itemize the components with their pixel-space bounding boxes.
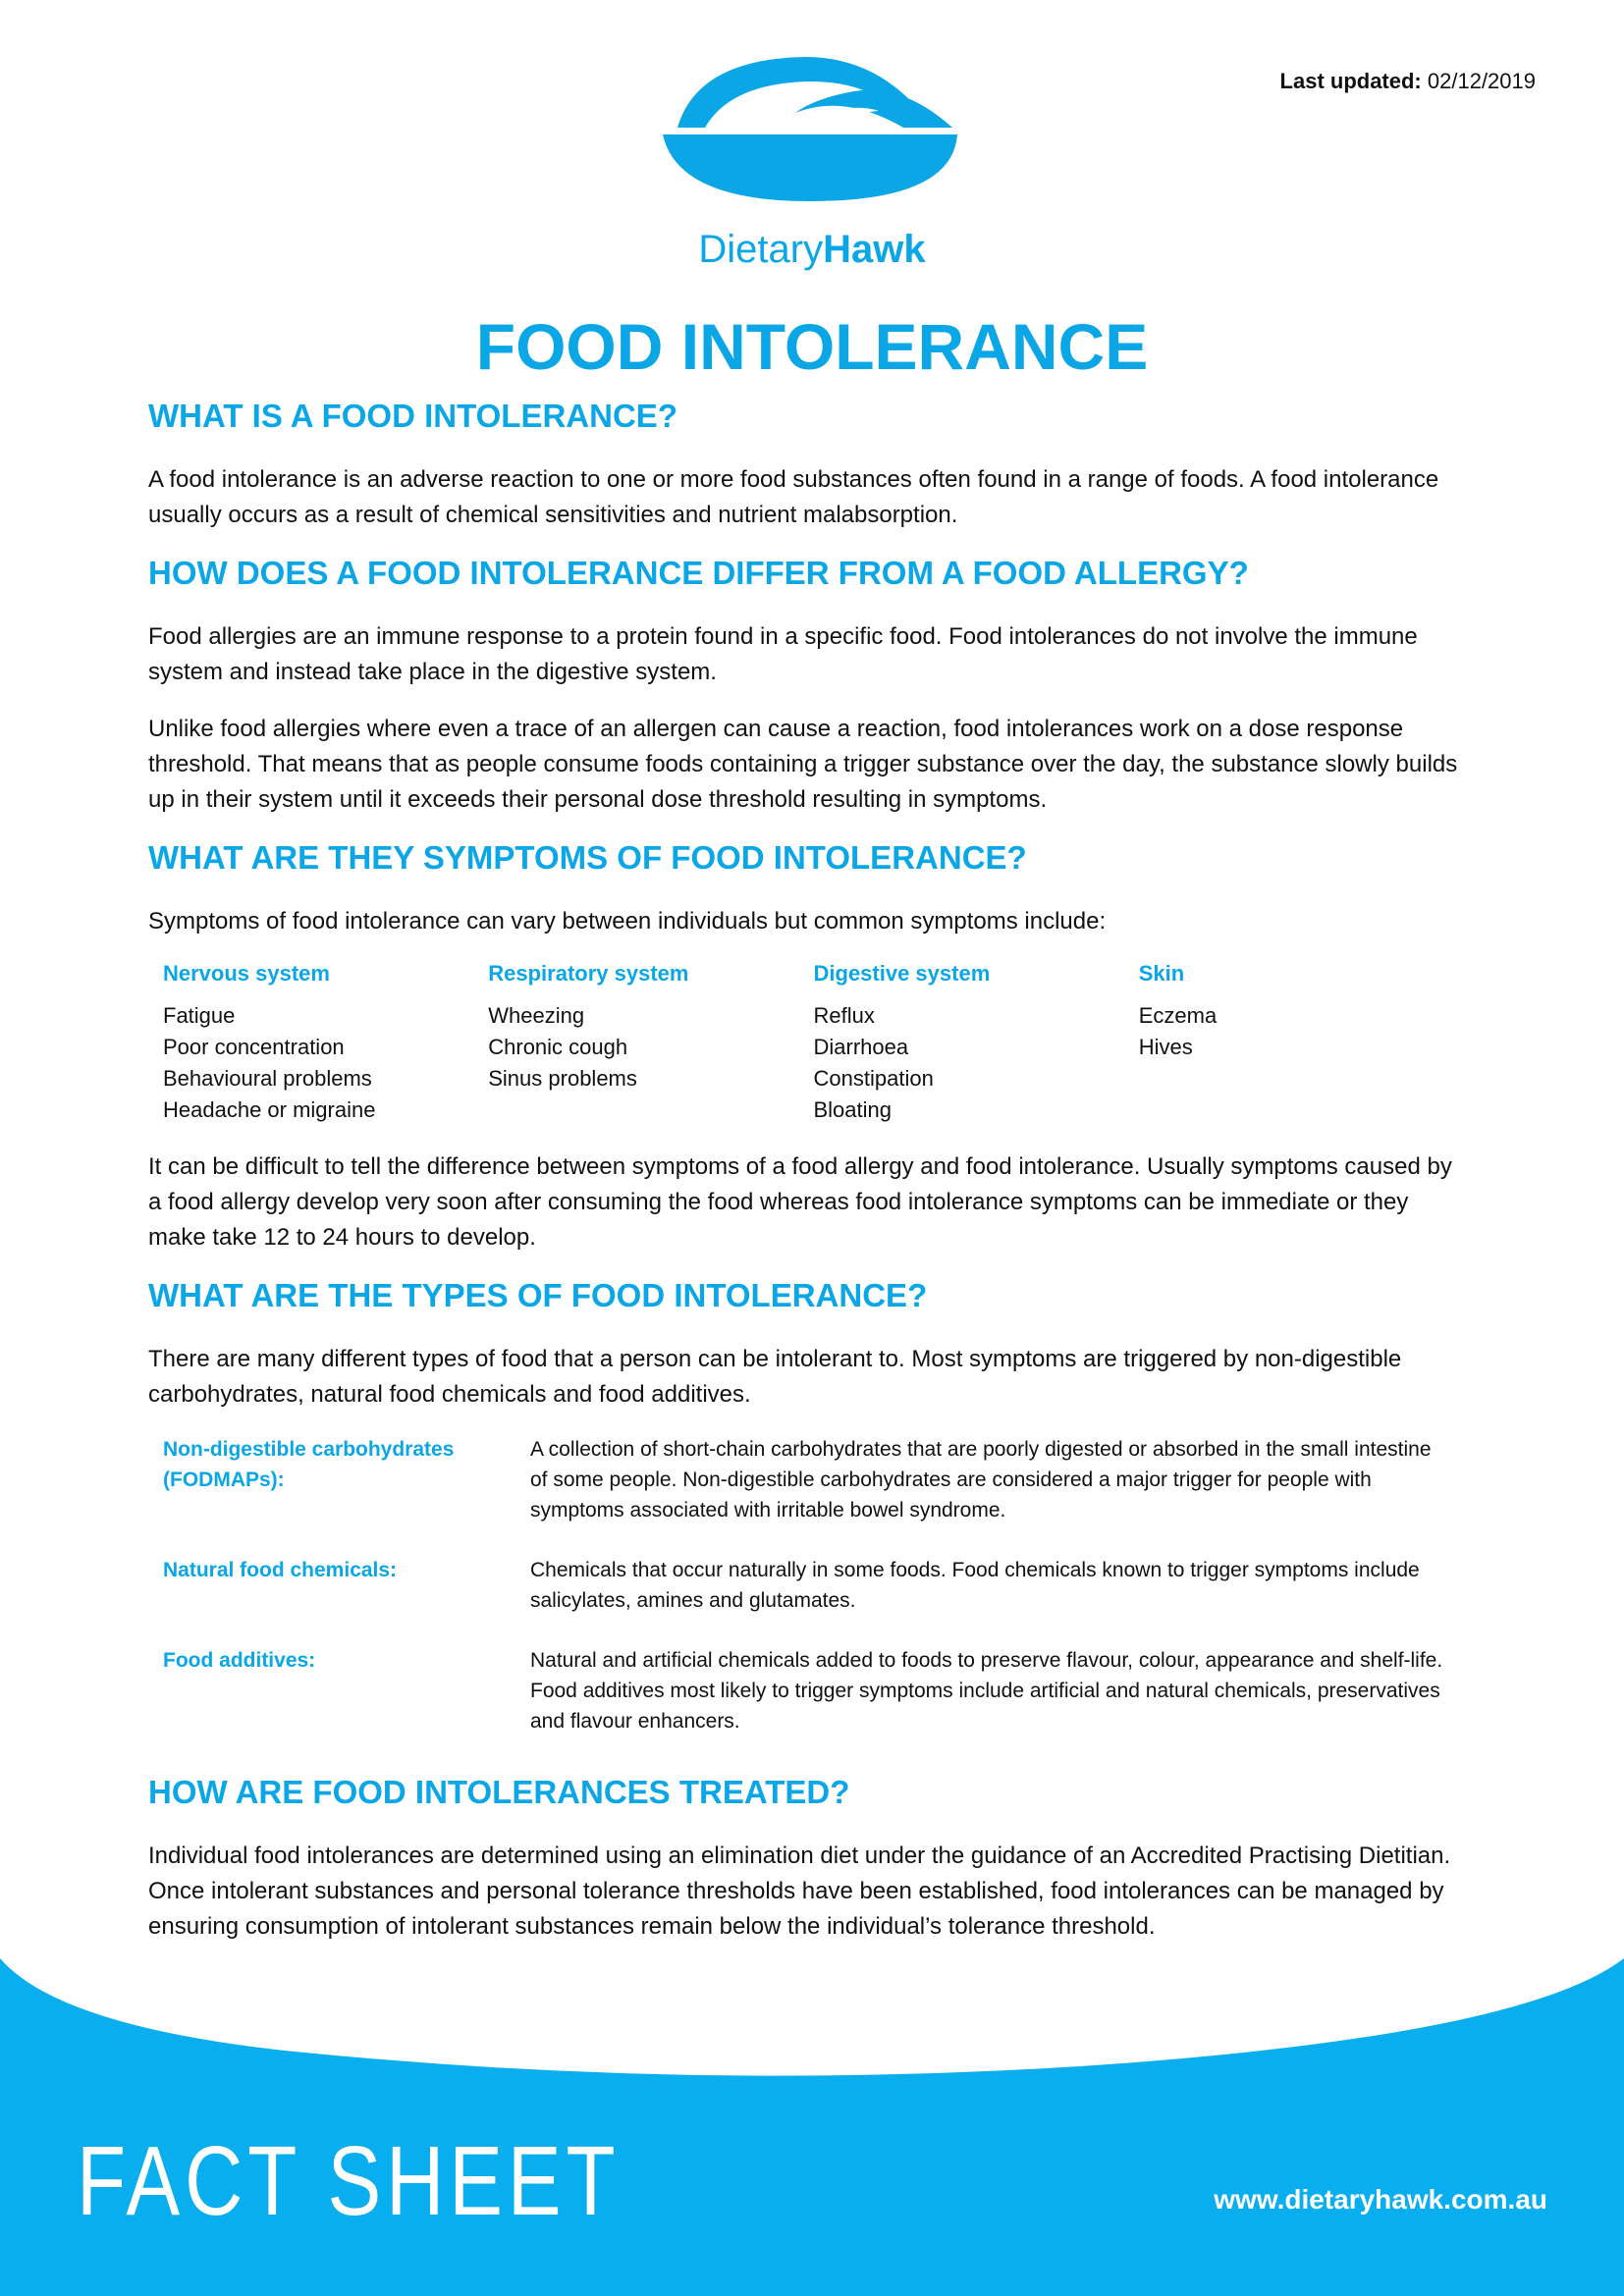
symptom-item: Fatigue [163,1003,236,1028]
section-what-is [148,398,1464,533]
symptom-item: Chronic cough [488,1035,628,1059]
symptom-item: Constipation [813,1066,934,1091]
type-row [163,1555,1464,1616]
type-term: Food additives: [163,1649,316,1672]
website-link[interactable]: www.dietaryhawk.com.au [1214,2184,1547,2215]
section-heading: WHAT ARE THE TYPES OF FOOD INTOLERANCE? [148,1277,928,1313]
symptom-column-title: Nervous system [163,961,330,986]
symptom-column [1139,961,1464,1126]
type-term: Non-digestible carbohydrates (FODMAPs): [163,1438,455,1491]
type-row [163,1645,1464,1736]
section-heading: HOW DOES A FOOD INTOLERANCE DIFFER FROM A FOOD ALLERGY? [148,555,1249,591]
section-heading: HOW ARE FOOD INTOLERANCES TREATED? [148,1774,850,1810]
type-row [163,1434,1464,1525]
main-content [148,398,1464,1966]
symptom-item: Sinus problems [488,1066,637,1091]
type-description: Chemicals that occur naturally in some foods. Food chemicals known to trigger symptoms include salicylates, amines and glutamates. [530,1559,1420,1612]
brand-name-bold: Hawk [823,228,926,271]
symptoms-table [163,961,1464,1126]
brand-name-light: Dietary [698,228,824,271]
paragraph: There are many different types of food that a person can be intolerant to. Most symptoms are triggered by non-digestible carbohydrates, natural food chemicals and food additives. [148,1346,1402,1408]
symptom-item: Diarrhoea [813,1035,909,1059]
section-symptoms [148,839,1464,1255]
type-description: Natural and artificial chemicals added to foods to preserve flavour, colour, appearance and shelf-life. Food additives most likely to trigger symptoms include artificial and natural chemicals, preservatives and flavour enhancers. [530,1649,1443,1733]
symptom-item: Wheezing [488,1003,585,1028]
brand-name [0,228,1624,272]
paragraph: Unlike food allergies where even a trace of an allergen can cause a reaction, food intolerances work on a dose response threshold. That means that as people consume foods containing a trigger substance over the day, the substance slowly builds up in their system until it exceeds their personal dose threshold resulting in symptoms. [148,716,1458,813]
types-table [163,1434,1464,1736]
symptom-item: Behavioural problems [163,1066,372,1091]
last-updated [1280,69,1536,94]
paragraph: Individual food intolerances are determined using an elimination diet under the guidance of an Accredited Practising Dietitian. Once intolerant substances and personal tolerance thresholds have been established, food intolerances can be managed by ensuring consumption of intolerant substances remain below the individual’s tolerance threshold. [148,1842,1451,1940]
symptom-column-title: Digestive system [813,961,991,986]
page-title: FOOD INTOLERANCE [475,310,1149,383]
last-updated-value: 02/12/2019 [1427,69,1536,93]
symptom-item: Poor concentration [163,1035,345,1059]
section-heading: WHAT ARE THEY SYMPTOMS OF FOOD INTOLERANCE? [148,839,1027,876]
symptom-item: Eczema [1138,1003,1218,1028]
paragraph: Symptoms of food intolerance can vary between individuals but common symptoms include: [148,908,1107,934]
symptom-item: Headache or migraine [163,1097,376,1122]
symptom-column [488,961,813,1126]
symptom-column-title: Respiratory system [488,961,689,986]
type-term: Natural food chemicals: [163,1559,398,1581]
symptom-item: Hives [1138,1035,1193,1059]
section-differ [148,555,1464,818]
paragraph: It can be difficult to tell the difference between symptoms of a food allergy and food intolerance. Usually symptoms caused by a food allergy develop very soon after consuming the food whereas food intolerance symptoms can be immediate or they make take 12 to 24 hours to develop. [148,1153,1452,1251]
section-heading: WHAT IS A FOOD INTOLERANCE? [148,398,677,434]
paragraph: A food intolerance is an adverse reaction to one or more food substances often found in a range of foods. A food intolerance usually occurs as a result of chemical sensitivities and nutrient malabsorption. [148,466,1439,528]
symptom-item: Reflux [813,1003,875,1028]
symptom-item: Bloating [813,1097,893,1122]
type-description: A collection of short-chain carbohydrates that are poorly digested or absorbed in the small intestine of some people. Non-digestible carbohydrates are considered a major trigger for people with symptoms associated with irritable bowel syndrome. [530,1438,1432,1522]
section-treated [148,1774,1464,1945]
last-updated-label: Last updated: [1279,69,1422,93]
section-types [148,1277,1464,1736]
symptom-column [814,961,1139,1126]
fact-sheet-label: FACT SHEET [77,2126,621,2236]
symptom-column-title: Skin [1138,961,1185,986]
symptom-column [163,961,488,1126]
hawk-logo-icon [658,54,972,201]
paragraph: Food allergies are an immune response to a protein found in a specific food. Food intolerances do not involve the immune system and instead take place in the digestive system. [148,623,1418,685]
